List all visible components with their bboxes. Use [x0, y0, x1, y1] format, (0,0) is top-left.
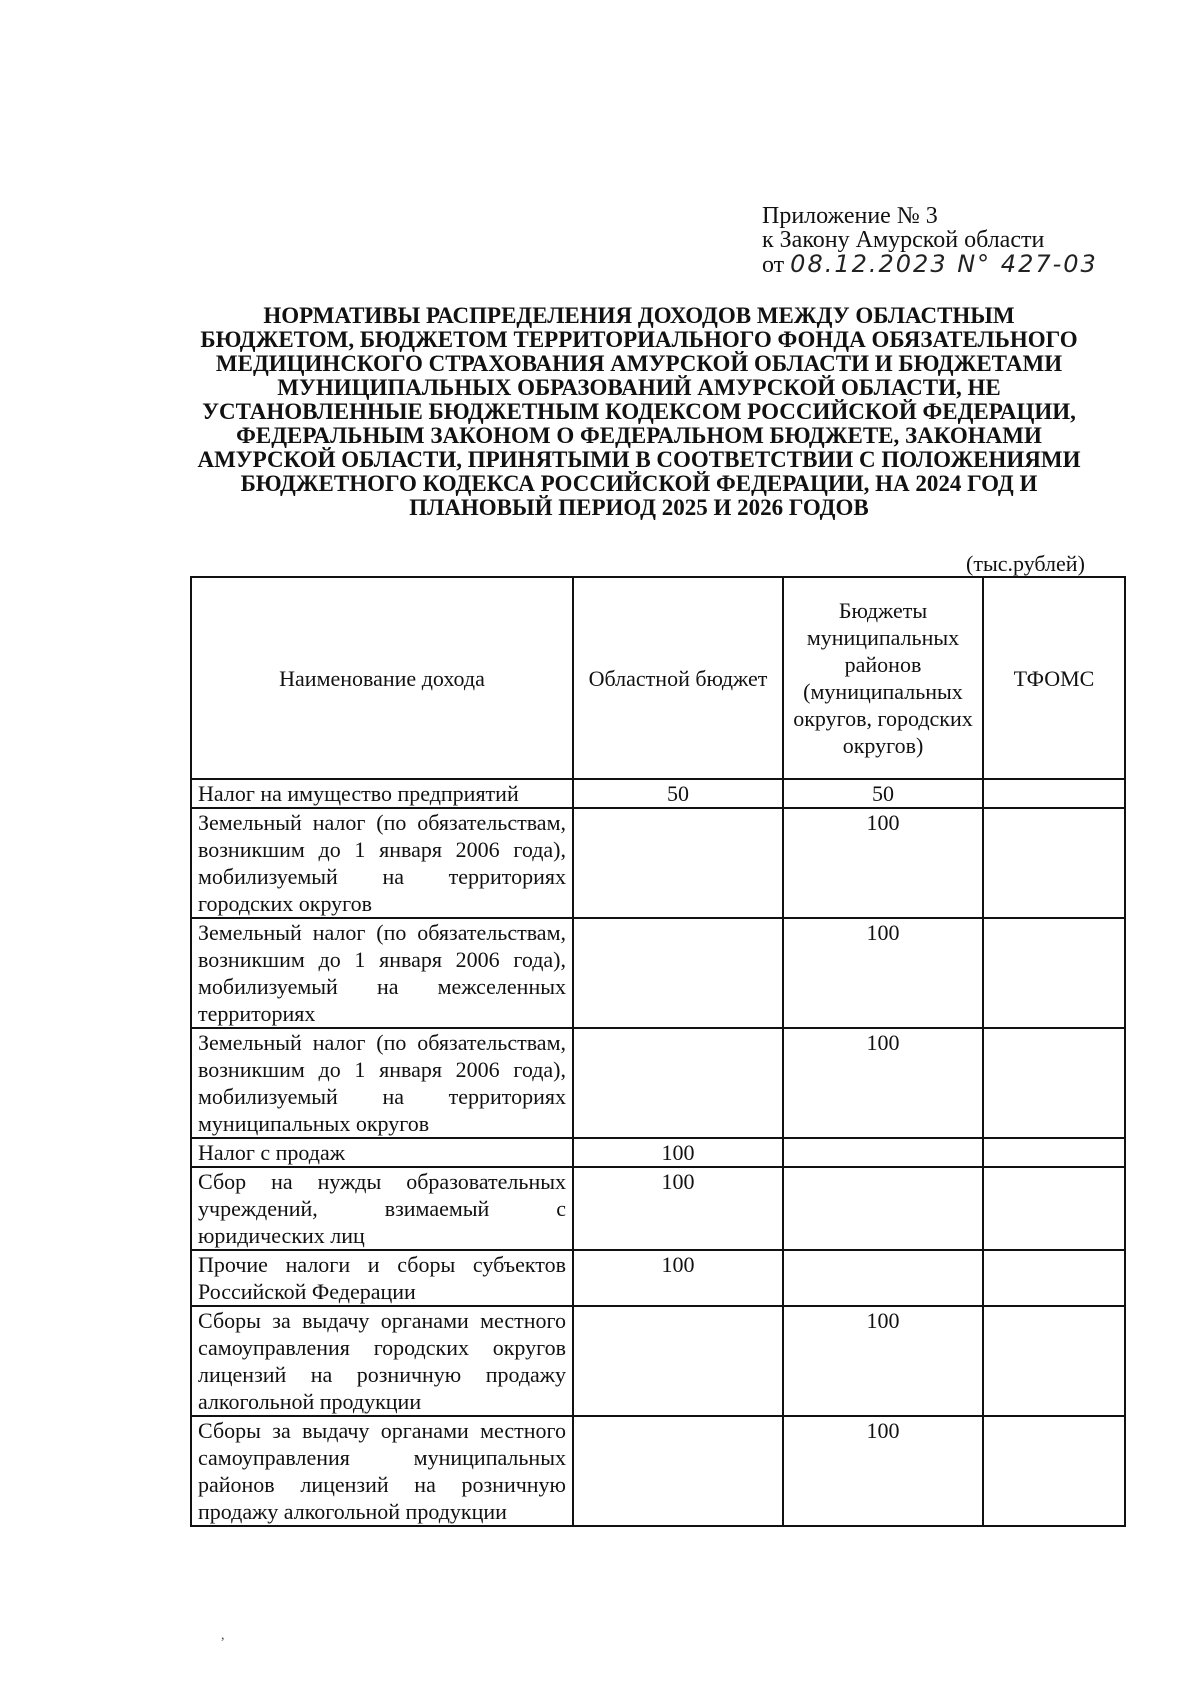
row-tfoms-value — [983, 779, 1125, 808]
header-income-name: Наименование дохода — [191, 577, 573, 779]
title-line: МЕДИЦИНСКОГО СТРАХОВАНИЯ АМУРСКОЙ ОБЛАСТИ И БЮДЖЕТАМИ — [215, 351, 1063, 376]
row-municipal-value: 100 — [783, 1416, 983, 1526]
row-regional-value — [573, 1416, 783, 1526]
document-title — [180, 304, 1098, 520]
row-regional-value: 100 — [573, 1167, 783, 1250]
row-income-name: Налог на имущество предприятий — [191, 779, 573, 808]
row-regional-value: 100 — [573, 1250, 783, 1306]
title-line: МУНИЦИПАЛЬНЫХ ОБРАЗОВАНИЙ АМУРСКОЙ ОБЛАСТИ, НЕ — [277, 375, 1001, 400]
table-row — [191, 779, 1125, 808]
appendix-block — [762, 204, 1098, 277]
row-tfoms-value — [983, 918, 1125, 1028]
row-income-name: Сборы за выдачу органами местного самоуправления городских округов лицензий на розничную продажу алкогольной продукции — [191, 1306, 573, 1416]
header-municipal-budgets: Бюджеты муниципальных районов (муниципальных округов, городских округов) — [783, 577, 983, 779]
row-tfoms-value — [983, 1250, 1125, 1306]
table-row — [191, 1416, 1125, 1526]
row-tfoms-value — [983, 1306, 1125, 1416]
row-municipal-value — [783, 1167, 983, 1250]
row-income-name: Сборы за выдачу органами местного самоуправления муниципальных районов лицензий на розничную продажу алкогольной продукции — [191, 1416, 573, 1526]
row-income-name: Земельный налог (по обязательствам, возникшим до 1 января 2006 года), мобилизуемый на территориях городских округов — [191, 808, 573, 918]
row-municipal-value — [783, 1250, 983, 1306]
table-header-row — [191, 577, 1125, 779]
table-row — [191, 1306, 1125, 1416]
row-municipal-value: 100 — [783, 808, 983, 918]
row-regional-value: 50 — [573, 779, 783, 808]
scan-mark: , — [221, 1628, 225, 1643]
table-row — [191, 1028, 1125, 1138]
title-line: УСТАНОВЛЕННЫЕ БЮДЖЕТНЫМ КОДЕКСОМ РОССИЙСКОЙ ФЕДЕРАЦИИ, — [202, 399, 1076, 424]
table-row — [191, 1250, 1125, 1306]
title-line: ФЕДЕРАЛЬНЫМ ЗАКОНОМ О ФЕДЕРАЛЬНОМ БЮДЖЕТЕ, ЗАКОНАМИ — [236, 423, 1042, 448]
header-regional-budget: Областной бюджет — [573, 577, 783, 779]
row-regional-value — [573, 1306, 783, 1416]
row-regional-value: 100 — [573, 1138, 783, 1167]
row-municipal-value: 50 — [783, 779, 983, 808]
appendix-number: Приложение № 3 — [762, 203, 938, 229]
header-tfoms: ТФОМС — [983, 577, 1125, 779]
appendix-date-prefix: от — [762, 252, 785, 278]
row-tfoms-value — [983, 808, 1125, 918]
title-line: БЮДЖЕТНОГО КОДЕКСА РОССИЙСКОЙ ФЕДЕРАЦИИ, НА 2024 ГОД И — [240, 471, 1038, 496]
row-tfoms-value — [983, 1138, 1125, 1167]
appendix-date-line — [762, 252, 1098, 277]
row-income-name: Налог с продаж — [191, 1138, 573, 1167]
title-line: ПЛАНОВЫЙ ПЕРИОД 2025 И 2026 ГОДОВ — [409, 495, 869, 520]
row-tfoms-value — [983, 1416, 1125, 1526]
row-regional-value — [573, 918, 783, 1028]
row-income-name: Земельный налог (по обязательствам, возникшим до 1 января 2006 года), мобилизуемый на территориях муниципальных округов — [191, 1028, 573, 1138]
income-distribution-table — [190, 576, 1126, 1527]
table-row — [191, 1138, 1125, 1167]
row-municipal-value: 100 — [783, 1306, 983, 1416]
row-income-name: Земельный налог (по обязательствам, возникшим до 1 января 2006 года), мобилизуемый на межселенных территориях — [191, 918, 573, 1028]
title-line: АМУРСКОЙ ОБЛАСТИ, ПРИНЯТЫМИ В СООТВЕТСТВИИ С ПОЛОЖЕНИЯМИ — [197, 447, 1081, 472]
title-line: БЮДЖЕТОМ, БЮДЖЕТОМ ТЕРРИТОРИАЛЬНОГО ФОНДА ОБЯЗАТЕЛЬНОГО — [200, 327, 1078, 352]
unit-label: (тыс.рублей) — [966, 551, 1085, 576]
row-regional-value — [573, 808, 783, 918]
row-tfoms-value — [983, 1028, 1125, 1138]
table-row — [191, 808, 1125, 918]
row-tfoms-value — [983, 1167, 1125, 1250]
table-row — [191, 1167, 1125, 1250]
row-regional-value — [573, 1028, 783, 1138]
title-line: НОРМАТИВЫ РАСПРЕДЕЛЕНИЯ ДОХОДОВ МЕЖДУ ОБЛАСТНЫМ — [263, 303, 1015, 328]
row-municipal-value: 100 — [783, 918, 983, 1028]
table-row — [191, 918, 1125, 1028]
row-municipal-value: 100 — [783, 1028, 983, 1138]
row-income-name: Сбор на нужды образовательных учреждений, взимаемый с юридических лиц — [191, 1167, 573, 1250]
row-municipal-value — [783, 1138, 983, 1167]
handwritten-date-number: 08.12.2023 N° 427-03 — [790, 250, 1098, 278]
appendix-law-reference: к Закону Амурской области — [762, 227, 1045, 253]
row-income-name: Прочие налоги и сборы субъектов Российской Федерации — [191, 1250, 573, 1306]
